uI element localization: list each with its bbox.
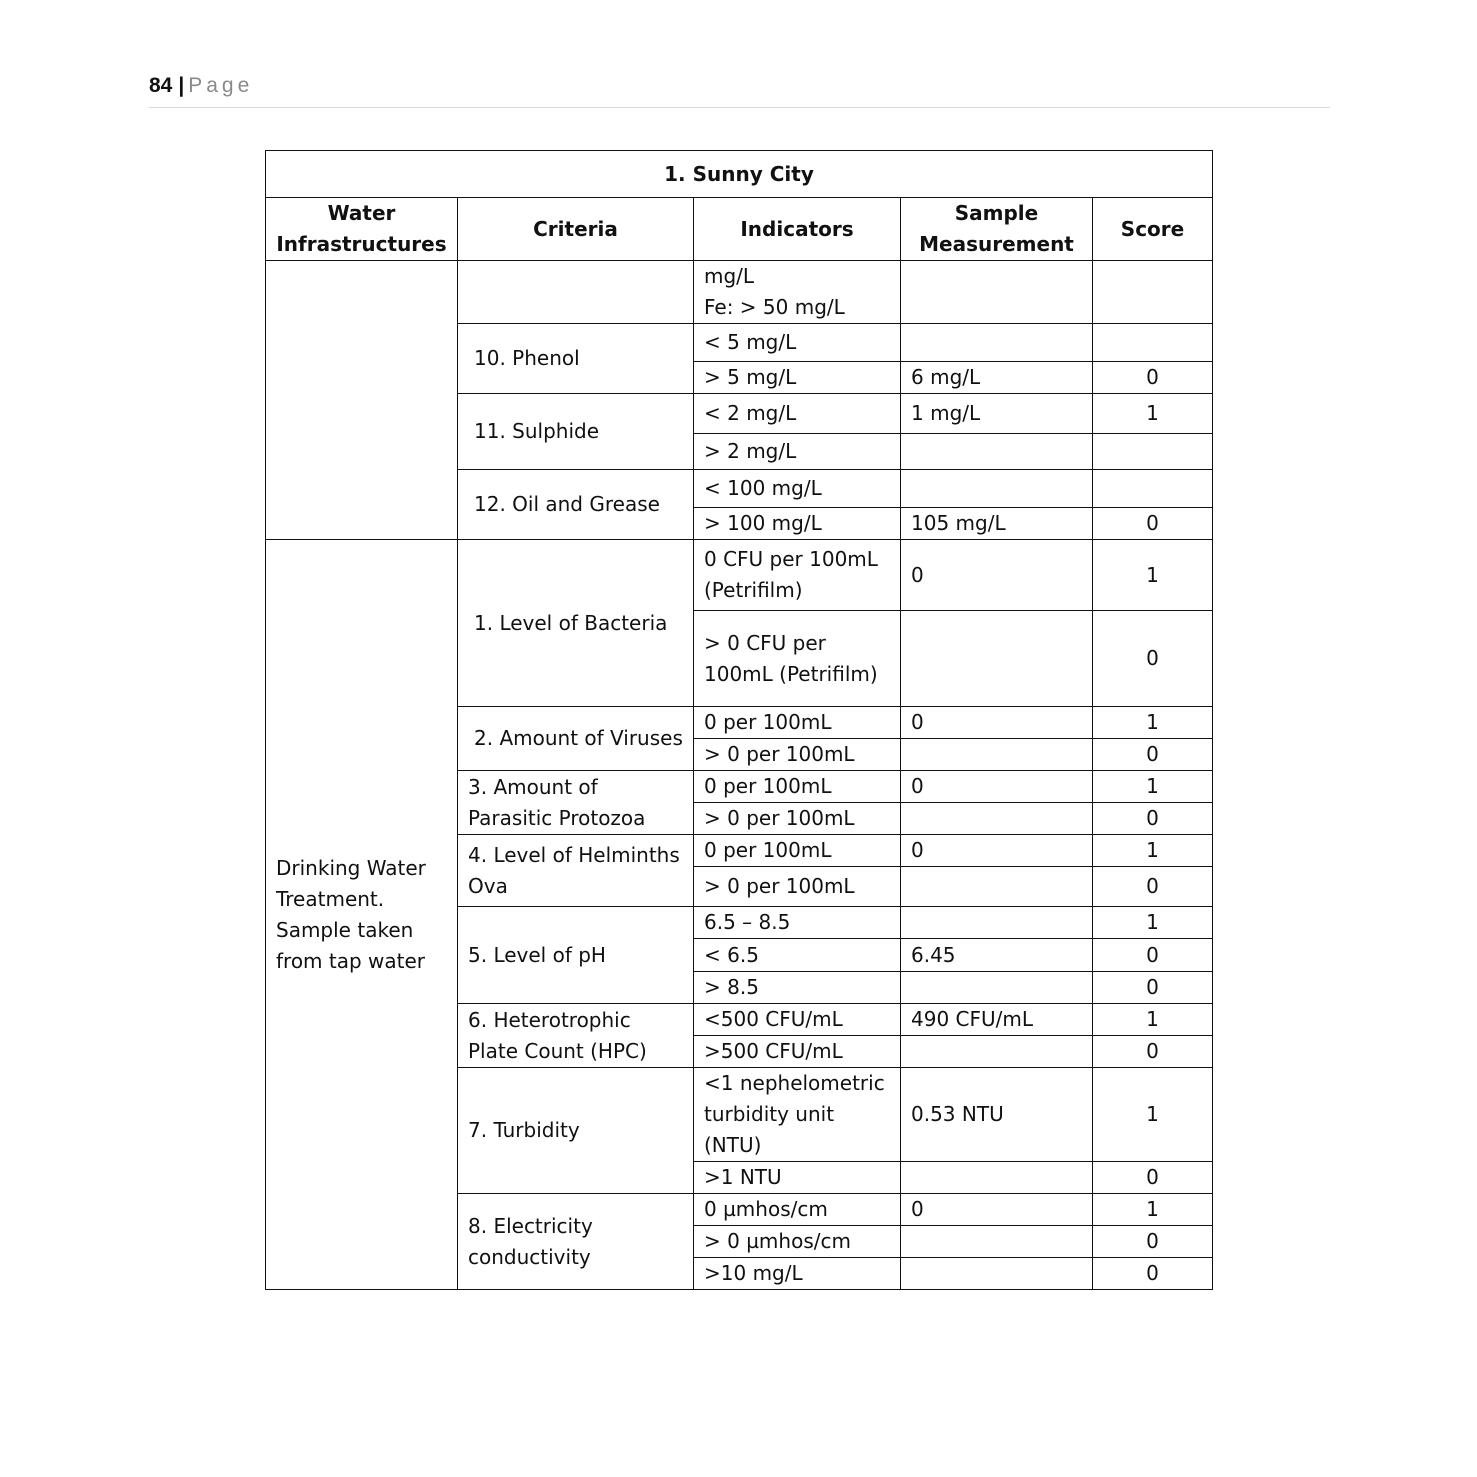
sample-cell [901,1226,1093,1258]
sample-cell [901,803,1093,835]
criteria-cell: 6. Heterotrophic Plate Count (HPC) [458,1004,694,1068]
sample-cell [901,434,1093,470]
indicator-cell: 6.5 – 8.5 [694,907,901,939]
score-cell: 1 [1093,1194,1213,1226]
page-header [149,74,1330,108]
criteria-cell: 8. Electricity conductivity [458,1194,694,1290]
infrastructure-cell: Drinking Water Treatment. Sample taken from tap water [266,540,458,1290]
indicator-cell: >500 CFU/mL [694,1036,901,1068]
score-cell: 0 [1093,803,1213,835]
criteria-cell: 5. Level of pH [458,907,694,1004]
indicator-cell: 0 per 100mL [694,835,901,867]
sample-cell [901,739,1093,771]
indicator-cell: 0 µmhos/cm [694,1194,901,1226]
sample-cell [901,972,1093,1004]
sample-cell [901,1162,1093,1194]
criteria-cell: 12. Oil and Grease [458,470,694,540]
sample-cell [901,470,1093,508]
sample-cell: 0 [901,540,1093,611]
indicator-cell: >10 mg/L [694,1258,901,1290]
criteria-cell-empty [458,261,694,324]
score-cell: 0 [1093,508,1213,540]
indicator-line: mg/L [704,264,755,288]
sample-cell [901,261,1093,324]
criteria-cell: 11. Sulphide [458,394,694,470]
score-cell [1093,434,1213,470]
criteria-cell: 7. Turbidity [458,1068,694,1194]
sample-cell [901,907,1093,939]
water-assessment-table [265,150,1213,1290]
score-cell: 1 [1093,907,1213,939]
score-cell [1093,261,1213,324]
indicator-cell: 0 per 100mL [694,707,901,739]
infrastructure-cell-empty [266,261,458,540]
score-cell: 0 [1093,1036,1213,1068]
criteria-cell: 4. Level of Helminths Ova [458,835,694,907]
indicator-cell: > 0 per 100mL [694,867,901,907]
indicator-cell: >1 NTU [694,1162,901,1194]
sample-cell: 6 mg/L [901,362,1093,394]
sample-cell: 0 [901,835,1093,867]
indicator-cell: > 2 mg/L [694,434,901,470]
indicator-cell: > 0 µmhos/cm [694,1226,901,1258]
sample-cell [901,324,1093,362]
sample-cell: 0 [901,707,1093,739]
indicator-cell: < 100 mg/L [694,470,901,508]
sample-cell: 0 [901,771,1093,803]
indicator-cell: > 0 per 100mL [694,739,901,771]
column-header: Sample Measurement [901,198,1093,261]
score-cell: 0 [1093,939,1213,972]
sample-cell: 6.45 [901,939,1093,972]
column-header: Water Infrastructures [266,198,458,261]
sample-cell [901,1036,1093,1068]
score-cell: 0 [1093,1162,1213,1194]
score-cell: 1 [1093,394,1213,434]
indicator-cell: <500 CFU/mL [694,1004,901,1036]
table-title: 1. Sunny City [266,151,1213,198]
score-cell: 1 [1093,1068,1213,1162]
score-cell: 0 [1093,972,1213,1004]
sample-cell: 105 mg/L [901,508,1093,540]
score-cell: 1 [1093,1004,1213,1036]
indicator-cell: < 2 mg/L [694,394,901,434]
score-cell: 1 [1093,707,1213,739]
table-row [266,540,1213,611]
indicator-line: Fe: > 50 mg/L [704,295,845,319]
page-label: Page [188,74,254,97]
indicator-cell: 0 per 100mL [694,771,901,803]
score-cell: 0 [1093,1258,1213,1290]
criteria-cell: 3. Amount of Parasitic Protozoa [458,771,694,835]
score-cell: 0 [1093,611,1213,707]
indicator-cell [694,261,901,324]
score-cell [1093,470,1213,508]
sample-cell: 0.53 NTU [901,1068,1093,1162]
score-cell: 0 [1093,1226,1213,1258]
indicator-cell: < 5 mg/L [694,324,901,362]
sample-cell [901,1258,1093,1290]
page-separator: | [178,74,185,97]
indicator-cell: 0 CFU per 100mL (Petrifilm) [694,540,901,611]
indicator-cell: > 5 mg/L [694,362,901,394]
indicator-cell: <1 nephelometric turbidity unit (NTU) [694,1068,901,1162]
score-cell: 1 [1093,771,1213,803]
table-row [266,261,1213,324]
table-title-row [266,151,1213,198]
column-header: Indicators [694,198,901,261]
indicator-cell: < 6.5 [694,939,901,972]
column-header: Criteria [458,198,694,261]
sample-cell [901,611,1093,707]
score-cell: 0 [1093,739,1213,771]
sample-cell: 0 [901,1194,1093,1226]
score-cell: 1 [1093,540,1213,611]
indicator-cell: > 100 mg/L [694,508,901,540]
table-header-row [266,198,1213,261]
score-cell: 0 [1093,867,1213,907]
score-cell: 0 [1093,362,1213,394]
criteria-cell: 1. Level of Bacteria [458,540,694,707]
page-number: 84 [149,74,173,97]
score-cell: 1 [1093,835,1213,867]
score-cell [1093,324,1213,362]
indicator-cell: > 8.5 [694,972,901,1004]
indicator-cell: > 0 CFU per 100mL (Petrifilm) [694,611,901,707]
sample-cell: 490 CFU/mL [901,1004,1093,1036]
sample-cell [901,867,1093,907]
sample-cell: 1 mg/L [901,394,1093,434]
column-header: Score [1093,198,1213,261]
indicator-cell: > 0 per 100mL [694,803,901,835]
criteria-cell: 10. Phenol [458,324,694,394]
criteria-cell: 2. Amount of Viruses [458,707,694,771]
